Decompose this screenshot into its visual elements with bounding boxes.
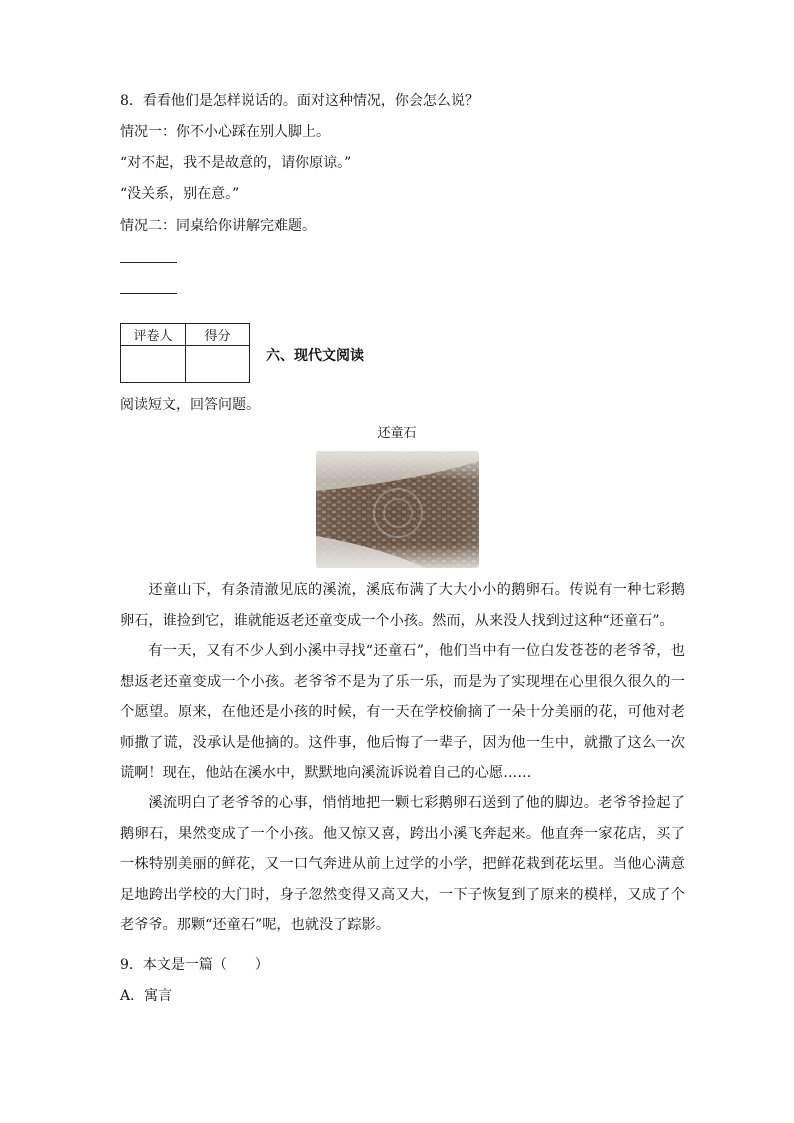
story-paragraph-3 [120, 788, 685, 941]
situation-one: 情况一：你不小心踩在别人脚上。 [120, 124, 330, 140]
quote-reply: “没关系，别在意。” [120, 186, 240, 202]
story-paragraph-2 [120, 636, 685, 789]
paragraph-text: 有一天，又有不少人到小溪中寻找“还童石”，他们当中有一位白发苍苍的老爷爷，也想返老还童变成一个小孩。老爷爷不是为了乐一乐，而是为了实现埋在心里很久很久的一个愿望。原来，在他还是小孩的时候，有一天在学校偷摘了一朵十分美丽的花，可他对老师撒了谎，没承认是他摘的。这件事，他后悔了一辈子，因为他一生中，就撒了这么一次谎啊！现在，他站在溪水中，默默地向溪流诉说着自己的心愿…… [120, 643, 685, 781]
story-title: 还童石 [377, 426, 417, 441]
question-8: 8．看看他们是怎样说话的。面对这种情况，你会怎么说？ [120, 93, 479, 109]
score-cell[interactable] [186, 346, 250, 383]
question-9: 9．本文是一篇（ ） [120, 957, 269, 973]
reading-instruction: 阅读短文，回答问题。 [120, 397, 260, 413]
grader-cell[interactable] [121, 346, 186, 383]
score-table [120, 323, 250, 383]
section-title: 六、现代文阅读 [266, 348, 364, 364]
answer-blank-2[interactable] [120, 293, 177, 294]
paragraph-text: 还童山下，有条清澈见底的溪流，溪底布满了大大小小的鹅卵石。传说有一种七彩鹅卵石，谁捡到它，谁就能返老还童变成一个小孩。然而，从来没人找到过这种“还童石”。 [120, 582, 685, 629]
option-a[interactable]: A．寓言 [120, 988, 173, 1004]
pebbles-photo [316, 451, 479, 568]
quote-apology: “对不起，我不是故意的，请你原谅。” [120, 155, 352, 171]
grader-header: 评卷人 [121, 324, 186, 346]
situation-two: 情况二：同桌给你讲解完难题。 [120, 218, 316, 234]
answer-blank-1[interactable] [120, 262, 177, 263]
score-header: 得分 [186, 324, 250, 346]
story-paragraph-1 [120, 575, 685, 636]
paragraph-text: 溪流明白了老爷爷的心事，悄悄地把一颗七彩鹅卵石送到了他的脚边。老爷爷捡起了鹅卵石，果然变成了一个小孩。他又惊又喜，跨出小溪飞奔起来。他直奔一家花店，买了一株特别美丽的鲜花，又一口气奔进从前上过学的小学，把鲜花栽到花坛里。当他心满意足地跨出学校的大门时，身子忽然变得又高又大，一下子恢复到了原来的模样，又成了个老爷爷。那颗“还童石”呢，也就没了踪影。 [120, 795, 685, 933]
